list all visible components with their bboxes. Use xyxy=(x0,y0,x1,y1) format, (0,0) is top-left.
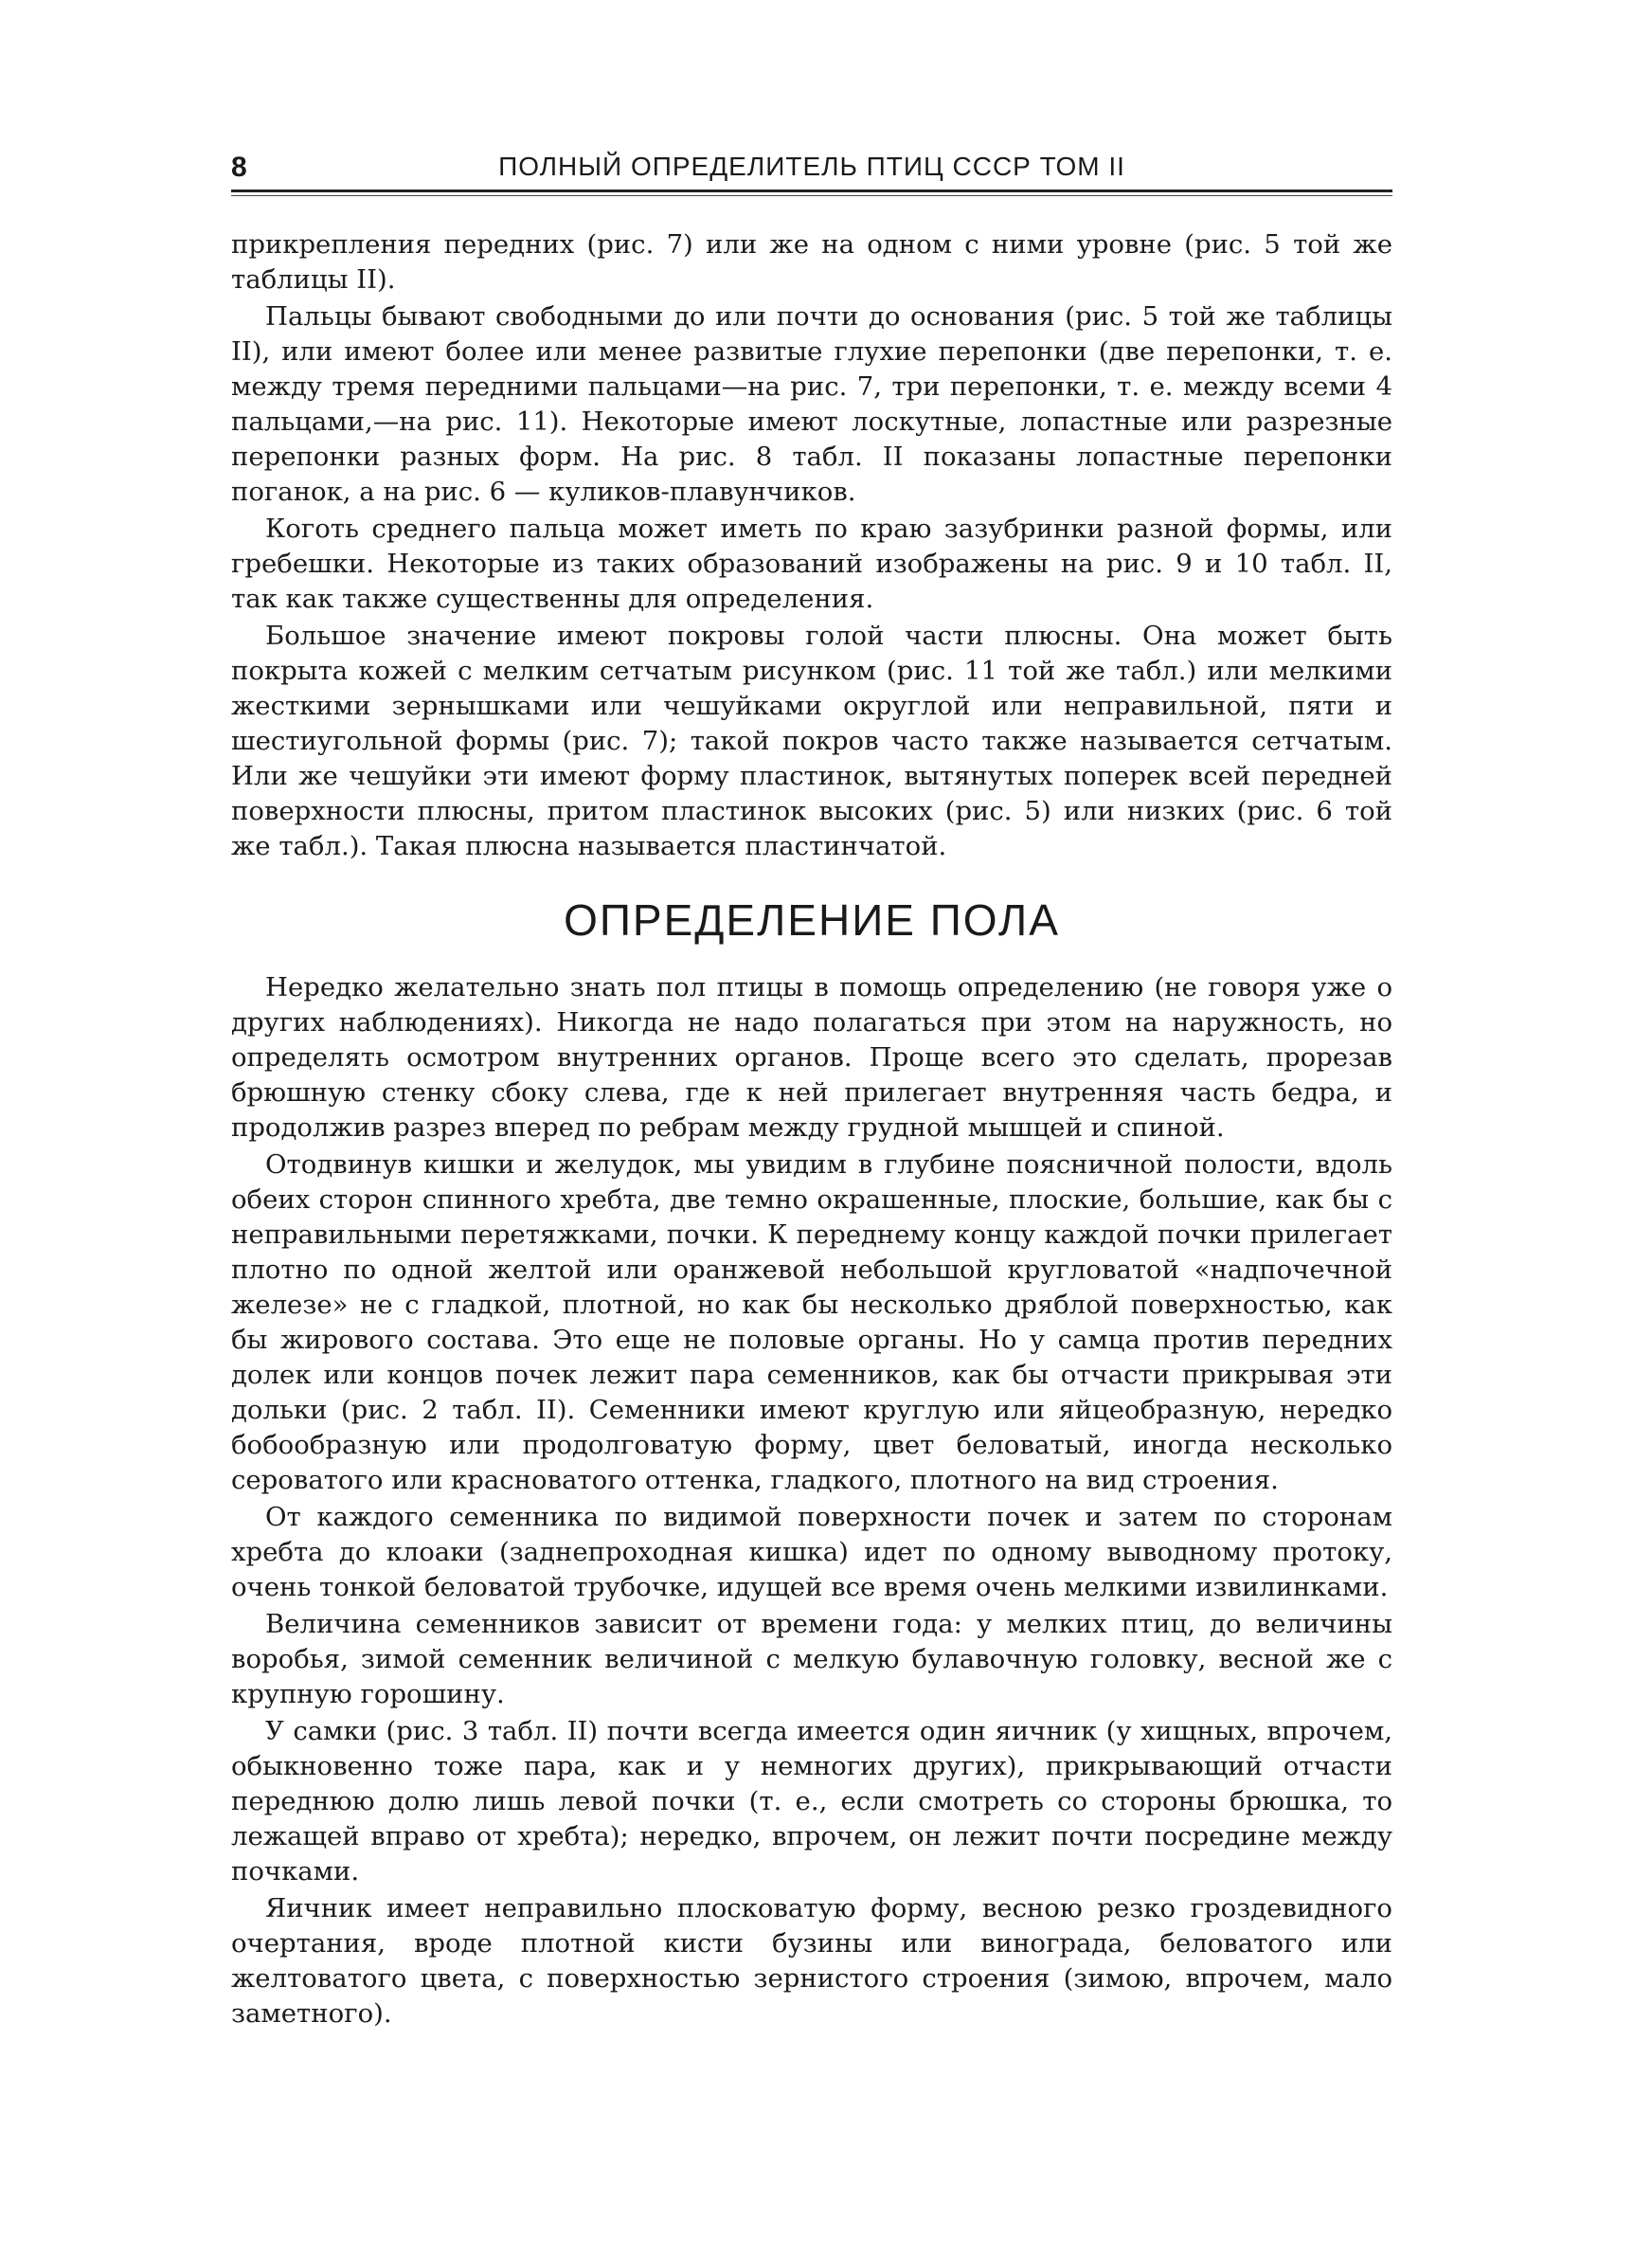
running-title: ПОЛНЫЙ ОПРЕДЕЛИТЕЛЬ ПТИЦ СССР ТОМ II xyxy=(498,152,1125,181)
paragraph: Пальцы бывают свободными до или почти до основания (рис. 5 той же таблицы II), или имеют более или менее развитые глухие перепонки (две перепонки, т. е. между тремя передними пальцами—на рис. 7, три перепонки, т. е. между всеми 4 пальцами,—на рис. 11). Некоторые имеют лоскутные, лопастные или разрезные перепонки разных форм. На рис. 8 табл. II показаны лопастные перепонки поганок, а на рис. 6 — куликов-плавунчиков. xyxy=(231,301,1392,507)
paragraph: Коготь среднего пальца может иметь по краю зазубринки разной формы, или гребешки. Некоторые из таких образований изображены на рис. 9 и 10 табл. II, так как также существенны для определения. xyxy=(231,514,1392,614)
paragraph: Большое значение имеют покровы голой части плюсны. Она может быть покрыта кожей с мелким сетчатым рисунком (рис. 11 той же табл.) или мелкими жесткими зернышками или чешуйками округлой или неправильной, пяти и шестиугольной формы (рис. 7); такой покров часто также называется сетчатым. Или же чешуйки эти имеют форму пластинок, вытянутых поперек всей передней поверхности плюсны, притом пластинок высоких (рис. 5) или низких (рис. 6 той же табл.). Такая плюсна называется пластинчатой. xyxy=(231,621,1392,861)
paragraph: Отодвинув кишки и желудок, мы увидим в глубине поясничной полости, вдоль обеих сторон спинного хребта, две темно окрашенные, плоские, большие, как бы с неправильными перетяжками, почки. К переднему концу каждой почки прилегает плотно по одной желтой или оранжевой небольшой кругловатой «надпочечной железе» не с гладкой, плотной, но как бы несколько дряблой поверхностью, как бы жирового состава. Это еще не половые органы. Но у самца против передних долек или концов почек лежит пара семенников, как бы отчасти прикрывая эти дольки (рис. 2 табл. II). Семенники имеют круглую или яйцеобразную, нередко бобообразную или продолговатую форму, цвет беловатый, иногда несколько сероватого или красноватого оттенка, гладкого, плотного на вид строения. xyxy=(231,1149,1392,1495)
paragraph: Нередко желательно знать пол птицы в помощь определению (не говоря уже о других наблюдениях). Никогда не надо полагаться при этом на наружность, но определять осмотром внутренних органов. Проще всего это сделать, прорезав брюшную стенку сбоку слева, где к ней прилегает внутренняя часть бедра, и продолжив разрез вперед по ребрам между грудной мышцей и спиной. xyxy=(231,972,1392,1143)
body-text xyxy=(231,227,1392,2033)
paragraph: прикрепления передних (рис. 7) или же на одном с ними уровне (рис. 5 той же таблицы II). xyxy=(231,229,1392,295)
paragraph: У самки (рис. 3 табл. II) почти всегда имеется один яичник (у хищных, впрочем, обыкновенно тоже пара, как и у немногих других), прикрывающий отчасти переднюю долю лишь левой почки (т. е., если смотреть со стороны брюшка, то лежащей вправо от хребта); нередко, впрочем, он лежит почти посредине между почками. xyxy=(231,1716,1392,1887)
page-number: 8 xyxy=(231,152,247,183)
section-heading: ОПРЕДЕЛЕНИЕ ПОЛА xyxy=(564,895,1060,945)
paragraph: Величина семенников зависит от времени года: у мелких птиц, до величины воробья, зимой семенник величиной с мелкую булавочную головку, весной же с крупную горошину. xyxy=(231,1609,1392,1709)
header-rule xyxy=(231,190,1392,196)
paragraph: Яичник имеет неправильно плосковатую форму, весною резко гроздевидного очертания, вроде плотной кисти бузины или винограда, беловатого или желтоватого цвета, с поверхностью зернистого строения (зимою, впрочем, мало заметного). xyxy=(231,1893,1392,2029)
running-head xyxy=(231,148,1392,190)
paragraph: От каждого семенника по видимой поверхности почек и затем по сторонам хребта до клоаки (заднепроходная кишка) идет по одному выводному протоку, очень тонкой беловатой трубочке, идущей все время очень мелкими извилинками. xyxy=(231,1502,1392,1602)
